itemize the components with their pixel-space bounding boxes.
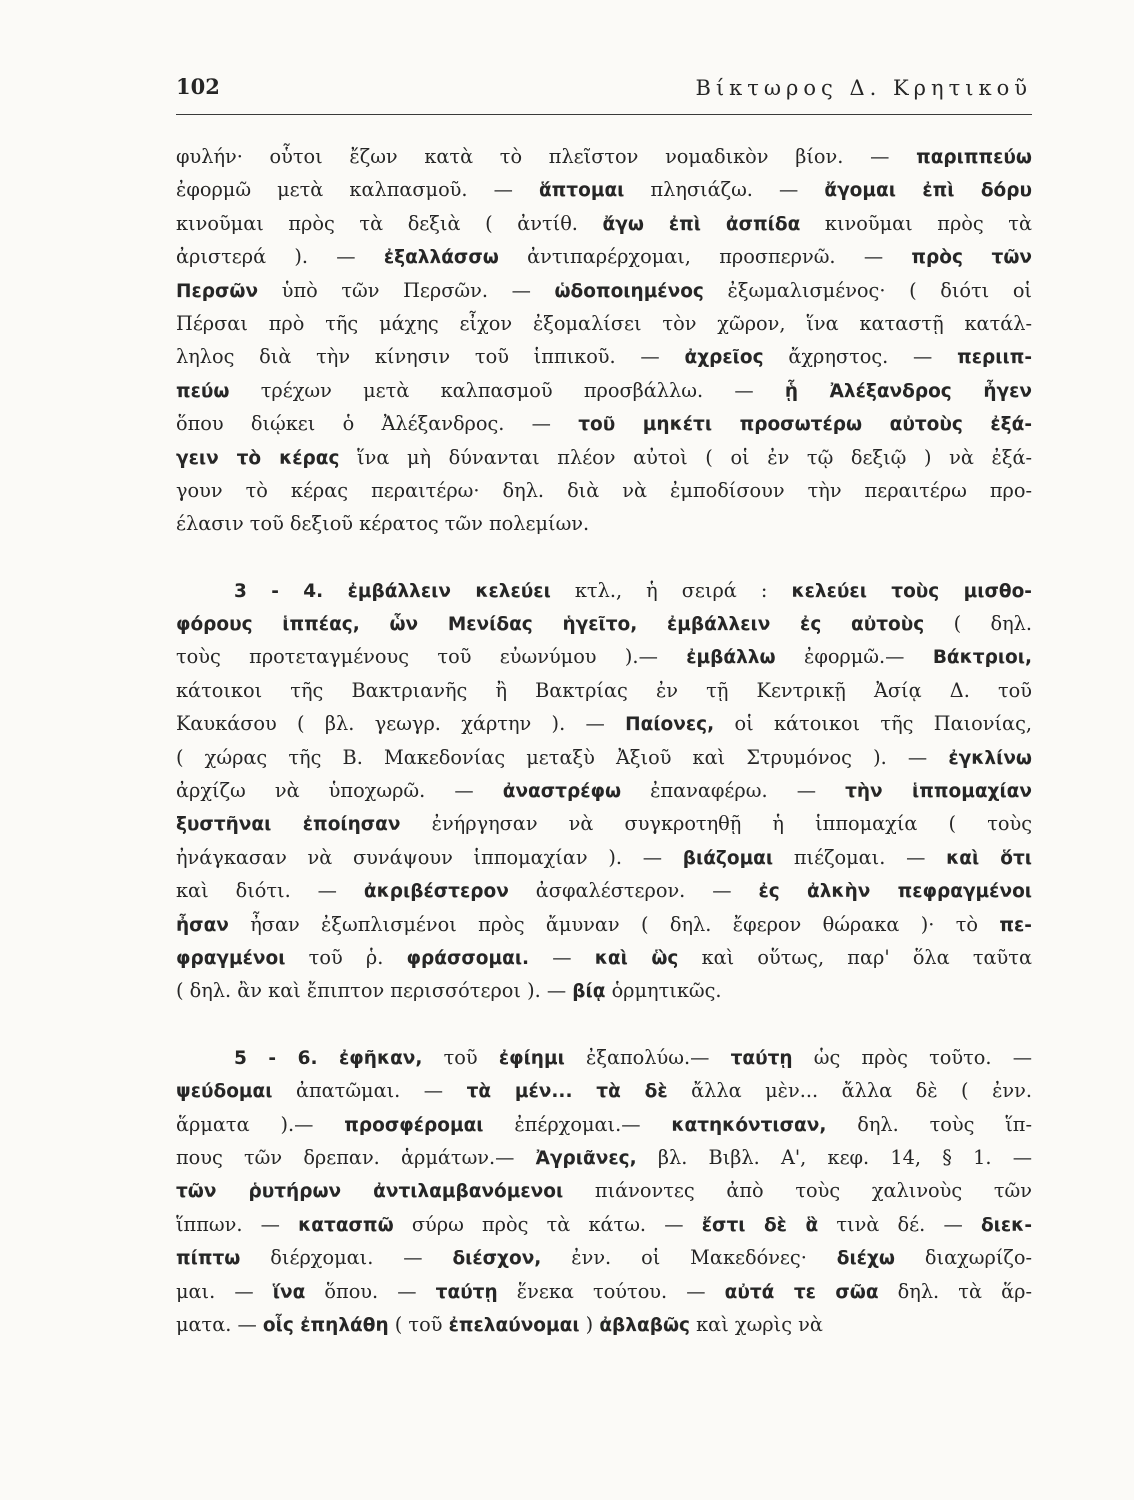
gloss-text: ἐφορμῶ μετὰ καλπασμοῦ. — [176, 178, 539, 202]
text-line [176, 140, 1032, 173]
lemma-bold: Βάκτριοι, [932, 647, 1032, 669]
text-line [176, 574, 1032, 607]
gloss-text: ἐξωμαλισμένος· ( διότι οἱ [703, 278, 1032, 302]
lemma-bold: ἀχρεῖος [684, 347, 764, 369]
gloss-text: ὑπὸ τῶν Περσῶν. — [258, 278, 555, 302]
gloss-text: δηλ. τοὺς ἵπ- [826, 1112, 1032, 1136]
lemma-bold: ἐφῆκαν, [339, 1047, 423, 1069]
lemma-bold: περιιπ- [957, 347, 1032, 369]
lemma-bold: ἅπτομαι [538, 180, 625, 202]
gloss-text: πους τῶν δρεπαν. ἁρμάτων.— [176, 1145, 536, 1169]
gloss-text: μαι. — [176, 1279, 273, 1303]
gloss-text: κινοῦμαι πρὸς τὰ [800, 211, 1032, 235]
text-line [176, 274, 1032, 307]
text-line [176, 674, 1032, 707]
lemma-bold: Ἀγριᾶνες, [535, 1147, 637, 1169]
paragraph-gap [176, 1008, 1032, 1041]
page-number: 102 [176, 74, 220, 99]
gloss-text: ἦσαν ἐξωπλισμένοι πρὸς ἄμυναν ( δηλ. ἔφερον θώρακα )· τὸ [228, 912, 1000, 936]
gloss-text: ὅπου διῴκει ὁ Ἀλέξανδρος. — [176, 412, 579, 436]
gloss-text: πλησιάζω. — [624, 178, 825, 202]
gloss-text: ὅπου. — [305, 1279, 436, 1303]
lemma-bold: 5 - 6. [234, 1047, 339, 1069]
lemma-bold: ἵνα [272, 1281, 306, 1303]
gloss-text: τινὰ δέ. — [818, 1212, 981, 1236]
gloss-text: κινοῦμαι πρὸς τὰ δεξιὰ ( ἀντίθ. [176, 211, 603, 235]
lemma-bold: ἐφίημι [498, 1047, 565, 1069]
gloss-text: σύρω πρὸς τὰ κάτω. — [393, 1212, 702, 1236]
text-line [176, 941, 1032, 974]
text-line [176, 374, 1032, 407]
lemma-bold: οἷς ἐπηλάθη [262, 1314, 389, 1336]
gloss-text: διέρχομαι. — [240, 1246, 453, 1270]
text-line [176, 407, 1032, 440]
gloss-text: ὡς πρὸς τοῦτο. — [792, 1045, 1032, 1069]
text-line [176, 441, 1032, 474]
lemma-bold: ἦσαν [176, 914, 229, 936]
lemma-bold: ἐς ἀλκὴν πεφραγμένοι [758, 881, 1032, 903]
text-line [176, 173, 1032, 206]
gloss-text: ἀρχίζω νὰ ὑποχωρῶ. — [176, 779, 503, 803]
gloss-text: τοὺς προτεταγμένους τοῦ εὐωνύμου ).— [176, 645, 687, 669]
lemma-bold: τοῦ μηκέτι προσωτέρω αὐτοὺς ἐξά- [578, 414, 1032, 436]
lemma-bold: καὶ ὅτι [946, 847, 1032, 869]
lemma-bold: τὰ μέν... τὰ δὲ [466, 1081, 668, 1103]
gloss-text: φυλήν· οὗτοι ἔζων κατὰ τὸ πλεῖστον νομαδικὸν βίον. — [176, 145, 917, 168]
gloss-text: Πέρσαι πρὸ τῆς μάχης εἶχον ἐξομαλίσει τὸν χῶρον, ἵνα καταστῇ κατάλ- [176, 311, 1032, 335]
lemma-bold: Παίονες, [625, 714, 715, 736]
lemma-bold: ἀκριβέστερον [363, 881, 509, 903]
lemma-bold: βίᾳ [572, 981, 606, 1003]
lemma-bold: τὴν ἱππομαχίαν [845, 781, 1032, 803]
lemma-bold: πίπτω [176, 1248, 241, 1270]
lemma-bold: ταύτῃ [435, 1281, 498, 1303]
gloss-text: ἐπέρχομαι.— [483, 1112, 672, 1136]
text-line [176, 741, 1032, 774]
gloss-text: έλασιν τοῦ δεξιοῦ κέρατος τῶν πολεμίων. [176, 512, 590, 536]
gloss-text: ( δηλ. [924, 612, 1032, 636]
lemma-bold: φόρους ἱππέας, ὧν Μενίδας ἡγεῖτο, ἐμβάλλειν ἐς αὐτοὺς [176, 614, 925, 636]
text-line [176, 1108, 1032, 1141]
text-line [176, 340, 1032, 373]
gloss-text: κάτοικοι τῆς Βακτριανῆς ἢ Βακτρίας ἐν τῇ Κεντρικῇ Ἀσίᾳ Δ. τοῦ [176, 678, 1032, 702]
lemma-bold: ἐγκλίνω [948, 747, 1032, 769]
gloss-text: ( χώρας τῆς Β. Μακεδονίας μεταξὺ Ἀξιοῦ καὶ Στρυμόνος ). — [176, 745, 949, 769]
gloss-text: ( τοῦ [388, 1312, 449, 1336]
text-line [176, 908, 1032, 941]
lemma-bold: ταύτῃ [730, 1047, 793, 1069]
gloss-text: ἠνάγκασαν νὰ συνάψουν ἱππομαχίαν ). — [176, 845, 683, 869]
lemma-bold: γειν τὸ κέρας [176, 447, 340, 469]
text-line [176, 607, 1032, 640]
gloss-text: καὶ διότι. — [176, 879, 364, 903]
gloss-text: ὁρμητικῶς. [605, 979, 722, 1003]
gloss-text: γουν τὸ κέρας περαιτέρω· δηλ. διὰ νὰ ἐμποδίσουν τὴν περαιτέρω προ- [176, 478, 1032, 502]
text-line [176, 507, 1032, 540]
gloss-text: ἐνν. οἱ Μακεδόνες· [541, 1246, 837, 1270]
lemma-bold: κελεύει τοὺς μισθο- [791, 580, 1032, 602]
gloss-text: ἐφορμῶ.— [775, 645, 933, 669]
lemma-bold: φραγμένοι [176, 947, 286, 969]
lemma-bold: πε- [999, 914, 1032, 936]
lemma-bold: φράσσομαι. [406, 947, 530, 969]
text-line [176, 1041, 1032, 1074]
text-line [176, 1174, 1032, 1207]
lemma-bold: ἀβλαβῶς [599, 1314, 690, 1336]
lemma-bold: Περσῶν [176, 280, 259, 302]
text-line [176, 1141, 1032, 1174]
gloss-text: — [529, 945, 595, 969]
gloss-text: ματα. — [176, 1312, 263, 1336]
gloss-text: ἄλλα μὲν... ἄλλα δὲ ( ἐνν. [667, 1079, 1032, 1103]
gloss-text: ἀπατῶμαι. — [272, 1079, 467, 1103]
text-line [176, 307, 1032, 340]
lemma-bold: καὶ ὣς [594, 947, 679, 969]
text-line [176, 1208, 1032, 1241]
text-line [176, 1275, 1032, 1308]
page-header [176, 72, 1032, 115]
gloss-text: καὶ οὕτως, παρ' ὅλα ταῦτα [678, 945, 1032, 969]
paragraph [176, 1041, 1032, 1342]
text-line [176, 707, 1032, 740]
lemma-bold: ἐμβάλλειν κελεύει [347, 580, 551, 602]
gloss-text: ἵππων. — [176, 1212, 299, 1236]
lemma-bold: ξυστῆναι ἐποίησαν [176, 814, 401, 836]
text-line [176, 640, 1032, 673]
gloss-text: διαχωρίζο- [895, 1246, 1032, 1270]
lemma-bold: τῶν ῥυτήρων ἀντιλαμβανόμενοι [176, 1181, 564, 1203]
text-line [176, 240, 1032, 273]
gloss-text: ἐπαναφέρω. — [621, 779, 846, 803]
gloss-text: δηλ. τὰ ἅρ- [878, 1279, 1032, 1303]
gloss-text: οἱ κάτοικοι τῆς Παιονίας, [714, 712, 1032, 736]
text-line [176, 774, 1032, 807]
lemma-bold: πρὸς τῶν [911, 247, 1032, 269]
lemma-bold: αὐτά τε σῶα [724, 1281, 879, 1303]
lemma-bold: ψεύδομαι [176, 1081, 273, 1103]
lemma-bold: διεκ- [980, 1214, 1032, 1236]
lemma-bold: ᾗ Ἀλέξανδρος ἦγεν [784, 380, 1032, 402]
paragraph [176, 574, 1032, 1008]
text-line [176, 974, 1032, 1007]
gloss-text: ἐνήργησαν νὰ συγκροτηθῇ ἡ ἱππομαχία ( τοὺς [400, 812, 1032, 836]
text-line [176, 1308, 1032, 1341]
gloss-text: ἀριστερά ). — [176, 245, 384, 269]
lemma-bold: ἐμβάλλω [686, 647, 776, 669]
text-line [176, 474, 1032, 507]
lemma-bold: ἄγω ἐπὶ ἀσπίδα [602, 213, 801, 235]
gloss-text: ἐξαπολύω.— [564, 1045, 731, 1069]
gloss-text: ἀσφαλέστερον. — [508, 879, 759, 903]
gloss-text: ἕνεκα τούτου. — [497, 1279, 725, 1303]
lemma-bold: ἔστι δὲ ἃ [701, 1214, 819, 1236]
gloss-text: ( δηλ. ἂν καὶ ἔπιπτον περισσότεροι ). — [176, 979, 573, 1003]
lemma-bold: ὡδοποιημένος [554, 280, 704, 302]
running-head: Βίκτωρος Δ. Κρητικοῦ [695, 76, 1032, 100]
gloss-text: ) [579, 1312, 600, 1336]
page-body [176, 140, 1032, 1341]
paragraph-gap [176, 541, 1032, 574]
gloss-text: κτλ., ἡ σειρά : [550, 578, 792, 602]
text-line [176, 207, 1032, 240]
lemma-bold: προσφέρομαι [344, 1114, 484, 1136]
gloss-text: ληλος διὰ τὴν κίνησιν τοῦ ἱππικοῦ. — [176, 345, 685, 369]
gloss-text: ἅρματα ).— [176, 1112, 345, 1136]
gloss-text: καὶ χωρὶς νὰ [690, 1312, 823, 1336]
gloss-text: τοῦ [422, 1045, 499, 1069]
gloss-text: τρέχων μετὰ καλπασμοῦ προσβάλλω. — [229, 378, 785, 402]
gloss-text: Καυκάσου ( βλ. γεωγρ. χάρτην ). — [176, 712, 626, 736]
lemma-bold: πεύω [176, 380, 230, 402]
paragraph [176, 140, 1032, 541]
gloss-text: ἵνα μὴ δύνανται πλέον αὐτοὶ ( οἱ ἐν τῷ δεξιῷ ) νὰ ἐξά- [339, 445, 1032, 469]
lemma-bold: ἐπελαύνομαι [448, 1314, 580, 1336]
lemma-bold: ἄγομαι ἐπὶ δόρυ [824, 180, 1032, 202]
lemma-bold: 3 - 4. [234, 580, 348, 602]
lemma-bold: κατηκόντισαν, [671, 1114, 827, 1136]
gloss-text: ἄχρηστος. — [763, 345, 958, 369]
lemma-bold: κατασπῶ [298, 1214, 394, 1236]
lemma-bold: διέχω [836, 1248, 895, 1270]
lemma-bold: ἐξαλλάσσω [383, 247, 499, 269]
gloss-text: τοῦ ῥ. [285, 945, 407, 969]
gloss-text: πιάνοντες ἀπὸ τοὺς χαλινοὺς τῶν [563, 1179, 1032, 1203]
lemma-bold: βιάζομαι [682, 847, 774, 869]
gloss-text: πιέζομαι. — [773, 845, 947, 869]
text-line [176, 874, 1032, 907]
text-line [176, 1241, 1032, 1274]
text-line [176, 807, 1032, 840]
lemma-bold: διέσχον, [452, 1248, 542, 1270]
gloss-text: βλ. Βιβλ. Α', κεφ. 14, § 1. — [636, 1145, 1032, 1169]
text-line [176, 841, 1032, 874]
gloss-text: ἀντιπαρέρχομαι, προσπερνῶ. — [498, 245, 912, 269]
lemma-bold: παριππεύω [916, 147, 1032, 168]
text-line [176, 1074, 1032, 1107]
lemma-bold: ἀναστρέφω [502, 781, 622, 803]
